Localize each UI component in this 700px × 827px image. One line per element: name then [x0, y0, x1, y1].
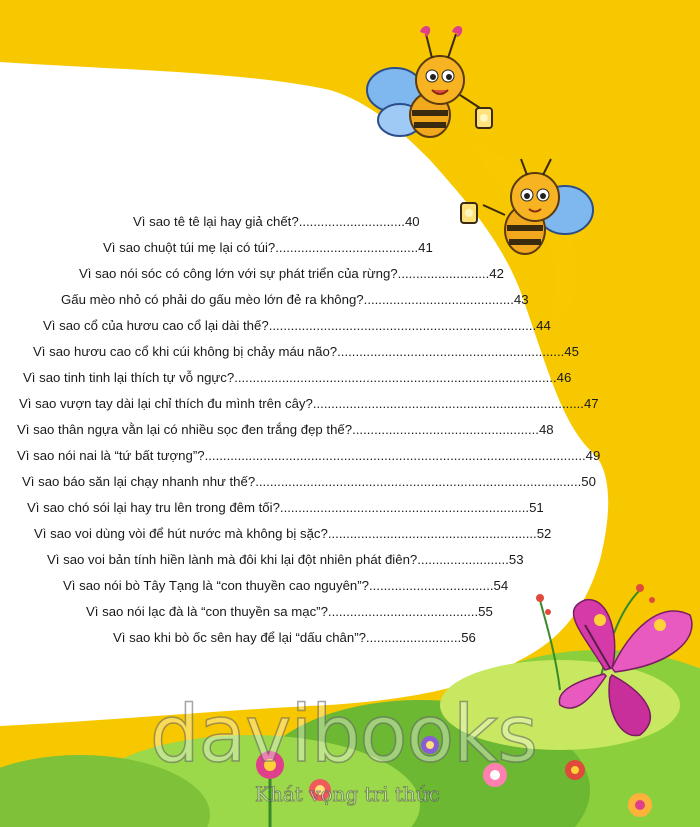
entry-title: Vì sao chó sói lại hay tru lên trong đêm tối?: [27, 500, 280, 515]
entry-title: Vì sao nói lạc đà là “con thuyền sa mạc”?: [86, 604, 328, 619]
entry-page-number: 55: [478, 604, 493, 619]
toc-entry[interactable]: Vì sao nói bò Tây Tạng là “con thuyền cao nguyên”?..................................54: [63, 578, 509, 593]
toc-entry[interactable]: Vì sao chó sói lại hay tru lên trong đêm tối?....................................................................51: [27, 500, 544, 515]
toc-entry[interactable]: Vì sao cổ của hươu cao cổ lại dài thế?.........................................................................44: [43, 318, 551, 333]
entry-title: Vì sao cổ của hươu cao cổ lại dài thế?: [43, 318, 269, 333]
entry-page-number: 40: [404, 214, 420, 229]
entry-title: Gấu mèo nhỏ có phải do gấu mèo lớn đẻ ra không?: [61, 292, 364, 307]
toc-entry[interactable]: Vì sao nói nai là “tứ bất tượng”?........................................................................................................49: [17, 448, 601, 463]
entry-page-number: 42: [489, 266, 504, 281]
toc-entry[interactable]: Vì sao tinh tinh lại thích tự vỗ ngực?........................................................................................46: [23, 370, 572, 385]
entry-page-number: 52: [536, 526, 552, 541]
watermark-brand: davibooks: [150, 690, 537, 780]
entry-page-number: 47: [583, 396, 599, 411]
toc-entry[interactable]: Vì sao tê tê lại hay giả chết?.............................40: [133, 214, 420, 229]
entry-page-number: 56: [461, 630, 476, 645]
entry-title: Vì sao nói nai là “tứ bất tượng”?: [17, 448, 205, 463]
entry-title: Vì sao vượn tay dài lại chỉ thích đu mình trên cây?: [19, 396, 313, 411]
entry-title: Vì sao nói bò Tây Tạng là “con thuyền cao nguyên”?: [63, 578, 369, 593]
entry-title: Vì sao voi bản tính hiền lành mà đôi khi lại đột nhiên phát điên?: [47, 552, 418, 567]
entry-title: Vì sao nói sóc có công lớn với sự phát triển của rừng?: [79, 266, 398, 281]
toc-entry[interactable]: Vì sao vượn tay dài lại chỉ thích đu mình trên cây?..........................................................................47: [19, 396, 599, 411]
toc-entry[interactable]: Vì sao chuột túi mẹ lại có túi?.......................................41: [103, 240, 433, 255]
entry-page-number: 49: [585, 448, 601, 463]
entry-title: Vì sao voi dùng vòi để hút nước mà không bị sặc?: [34, 526, 328, 541]
entry-page-number: 51: [529, 500, 544, 515]
entry-page-number: 50: [581, 474, 596, 489]
toc-entry[interactable]: Vì sao nói lạc đà là “con thuyền sa mạc”?.........................................55: [86, 604, 493, 619]
publisher-watermark: [150, 690, 570, 820]
entry-title: Vì sao báo săn lại chạy nhanh như thế?: [22, 474, 256, 489]
entry-page-number: 45: [564, 344, 579, 359]
entry-page-number: 41: [418, 240, 433, 255]
entry-page-number: 53: [508, 552, 524, 567]
toc-entry[interactable]: Vì sao voi dùng vòi để hút nước mà không bị sặc?.........................................................52: [34, 526, 552, 541]
entry-page-number: 48: [538, 422, 554, 437]
entry-title: Vì sao tê tê lại hay giả chết?: [133, 214, 299, 229]
entry-title: Vì sao hươu cao cổ khi cúi không bị chảy máu não?: [33, 344, 338, 359]
entry-title: Vì sao chuột túi mẹ lại có túi?: [103, 240, 276, 255]
entry-title: Vì sao khi bò ốc sên hay để lại “dấu chân”?: [113, 630, 366, 645]
entry-page-number: 44: [536, 318, 551, 333]
entry-page-number: 54: [493, 578, 509, 593]
toc-entry[interactable]: Gấu mèo nhỏ có phải do gấu mèo lớn đẻ ra không?.........................................43: [61, 292, 529, 307]
toc-entry[interactable]: Vì sao khi bò ốc sên hay để lại “dấu chân”?..........................56: [113, 630, 476, 645]
watermark-slogan: Khát vọng tri thức: [255, 782, 440, 806]
toc-entry[interactable]: Vì sao nói sóc có công lớn với sự phát triển của rừng?.........................42: [79, 266, 504, 281]
toc-entry[interactable]: Vì sao hươu cao cổ khi cúi không bị chảy máu não?..............................................................45: [33, 344, 579, 359]
toc-entry[interactable]: Vì sao thân ngựa vằn lại có nhiều sọc đen trắng đẹp thế?...................................................48: [17, 422, 554, 437]
toc-entry[interactable]: Vì sao báo săn lại chạy nhanh như thế?.........................................................................................50: [22, 474, 596, 489]
toc-entry[interactable]: Vì sao voi bản tính hiền lành mà đôi khi lại đột nhiên phát điên?.........................53: [47, 552, 524, 567]
entry-title: Vì sao tinh tinh lại thích tự vỗ ngực?: [23, 370, 235, 385]
entry-title: Vì sao thân ngựa vằn lại có nhiều sọc đen trắng đẹp thế?: [17, 422, 353, 437]
entry-page-number: 46: [556, 370, 572, 385]
entry-page-number: 43: [513, 292, 529, 307]
